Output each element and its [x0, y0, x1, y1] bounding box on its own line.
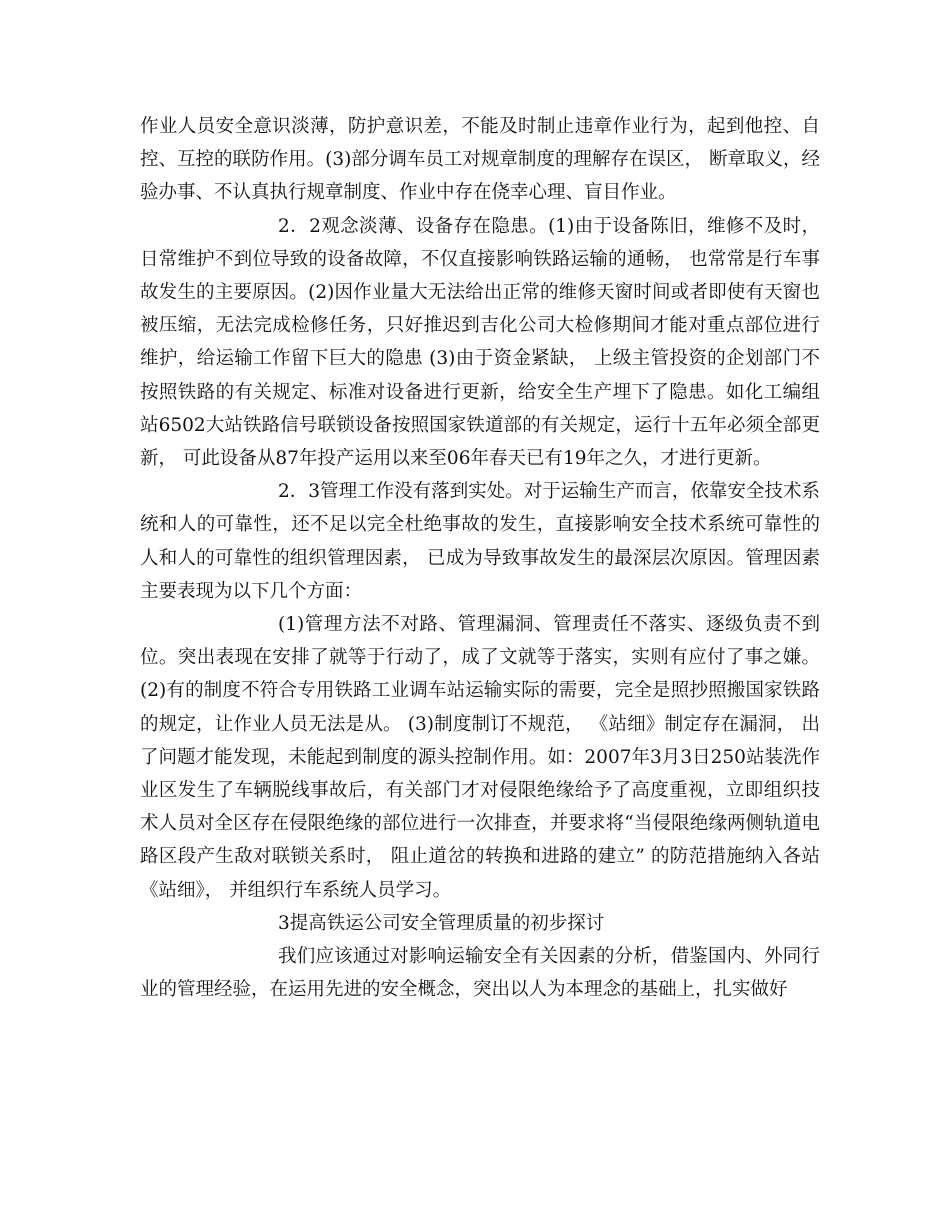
- paragraph-2-2: 2．2观念淡薄、设备存在隐患。(1)由于设备陈旧，维修不及时，日常维护不到位导致的设备故障，不仅直接影响铁路运输的通畅， 也常常是行车事故发生的主要原因。(2)因作业量大无法给出正常的维修天窗时间或者即使有天窗也被压缩，无法完成检修任务，只好推迟到吉化公司大检修期间才能对重点部位进行维护，给运输工作留下巨大的隐患 (3)由于资金紧缺， 上级主管投资的企划部门不按照铁路的有关规定、标准对设备进行更新，给安全生产埋下了隐患。如化工编组站6502大站铁路信号联锁设备按照国家铁道部的有关规定，运行十五年必须全部更新， 可此设备从87年投产运用以来至06年春天已有19年之久，才进行更新。: [140, 215, 820, 470]
- paragraph-management-issues: (1)管理方法不对路、管理漏洞、管理责任不落实、逐级负责不到位。突出表现在安排了就等于行动了，成了文就等于落实，实则有应付了事之嫌。(2)有的制度不符合专用铁路工业调车站运输实际的需要，完全是照抄照搬国家铁路的规定，让作业人员无法是从。 (3)制度制订不规范， 《站细》制定存在漏洞， 出了问题才能发现，未能起到制度的源头控制作用。如：2007年3月3日250站装洗作业区发生了车辆脱线事故后，有关部门才对侵限绝缘给予了高度重视，立即组织技术人员对全区存在侵限绝缘的部位进行一次排查，并要求将“当侵限绝缘两侧轨道电路区段产生敌对联锁关系时， 阻止道岔的转换和进路的建立” 的防范措施纳入各站《站细》， 并组织行车系统人员学习。: [140, 614, 820, 901]
- paragraph-2-3: 2．3管理工作没有落到实处。对于运输生产而言，依靠安全技术系统和人的可靠性，还不足以完全杜绝事故的发生，直接影响安全技术系统可靠性的人和人的可靠性的组织管理因素， 已成为导致事故发生的最深层次原因。管理因素主要表现为以下几个方面：: [140, 481, 820, 602]
- paragraph-section-3: 我们应该通过对影响运输安全有关因素的分析，借鉴国内、外同行业的管理经验，在运用先进的安全概念，突出以人为本理念的基础上，扎实做好: [140, 946, 820, 1001]
- document-body: [140, 110, 820, 1006]
- paragraph-continuation: 作业人员安全意识淡薄，防护意识差，不能及时制止违章作业行为，起到他控、自控、互控的联防作用。(3)部分调车员工对规章制度的理解存在误区， 断章取义，经验办事、不认真执行规章制度、作业中存在侥幸心理、盲目作业。: [140, 116, 820, 204]
- section-heading-3: 3提高铁运公司安全管理质量的初步探讨: [278, 912, 605, 934]
